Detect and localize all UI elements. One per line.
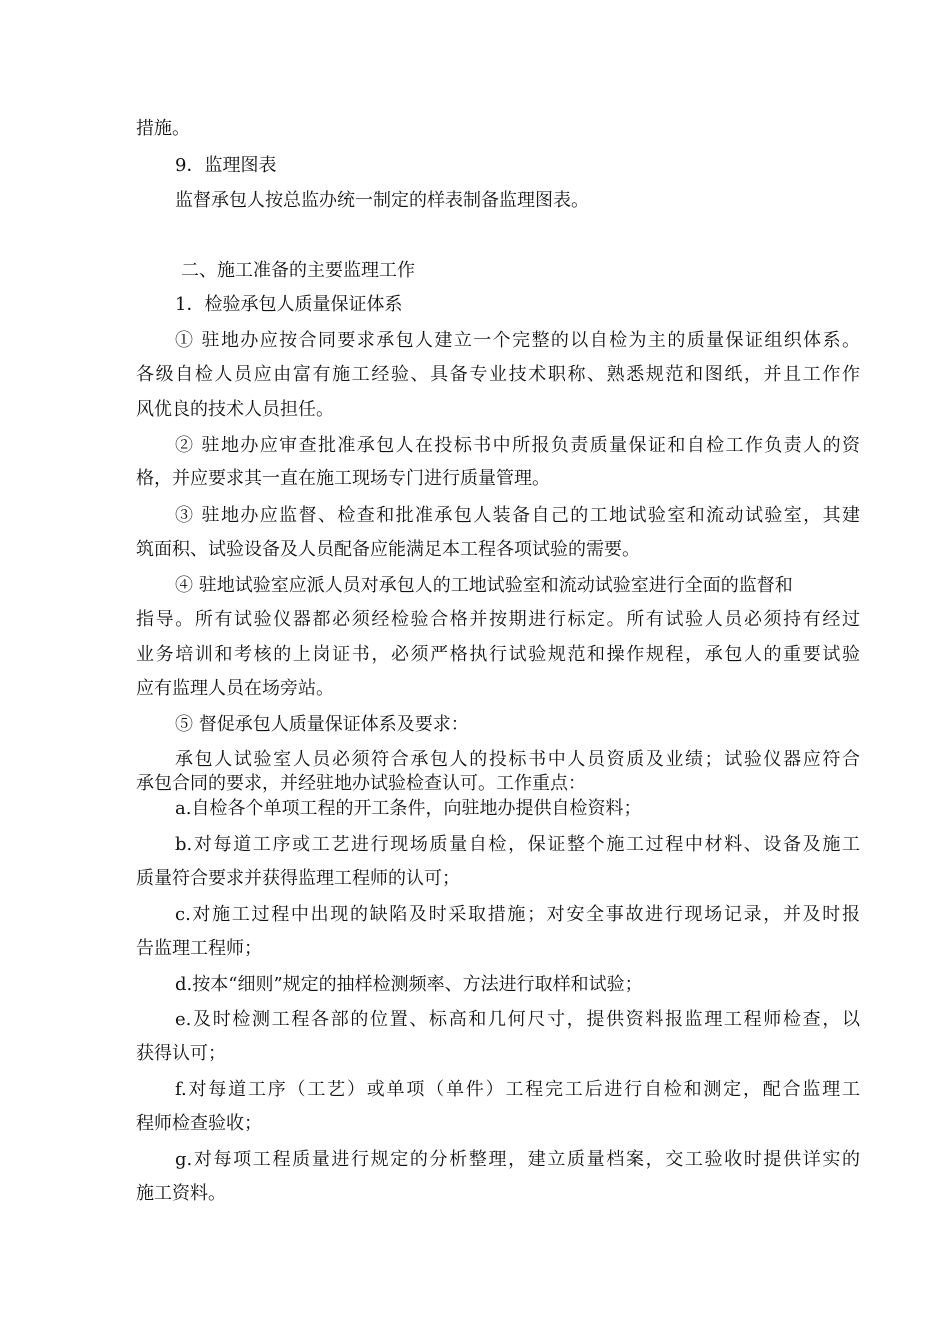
text-line: 各级自检人员应由富有施工经验、具备专业技术职称、熟悉规范和图纸，并且工作作 (136, 364, 860, 385)
text-line: 监督承包人按总监办统一制定的样表制备监理图表。 (175, 190, 589, 211)
list-item: a.自检各个单项工程的开工条件，向驻地办提供自检资料； (175, 798, 642, 819)
text-line: 获得认可； (136, 1043, 226, 1064)
text-line: 程师检查验收； (136, 1113, 262, 1134)
list-item: g.对每项工程质量进行规定的分析整理，建立质量档案，交工验收时提供详实的 (175, 1149, 860, 1170)
chapter-heading: 二、施工准备的主要监理工作 (181, 260, 415, 281)
text-line: 承包合同的要求，并经驻地办试验检查认可。工作重点： (136, 773, 586, 794)
section-heading: 1．检验承包人质量保证体系 (175, 294, 403, 315)
text-line: 施工资料。 (136, 1183, 226, 1204)
text-line: 业务培训和考核的上岗证书，必须严格执行试验规范和操作规程，承包人的重要试验 (136, 644, 860, 665)
list-item: e.及时检测工程各部的位置、标高和几何尺寸，提供资料报监理工程师检查，以 (175, 1009, 860, 1030)
text-line: 格，并应要求其一直在施工现场专门进行质量管理。 (136, 468, 550, 489)
list-item: c.对施工过程中出现的缺陷及时采取措施；对安全事故进行现场记录，并及时报 (175, 904, 860, 925)
text-line: 告监理工程师； (136, 938, 262, 959)
text-line: 筑面积、试验设备及人员配备应能满足本工程各项试验的需要。 (136, 539, 640, 560)
text-line: 质量符合要求并获得监理工程师的认可； (136, 868, 460, 889)
section-heading: 9．监理图表 (175, 155, 277, 176)
text-line: ⑤ 督促承包人质量保证体系及要求： (175, 714, 469, 735)
text-line: 承包人试验室人员必须符合承包人的投标书中人员资质及业绩；试验仪器应符合 (175, 749, 860, 770)
text-line: ② 驻地办应审查批准承包人在投标书中所报负责质量保证和自检工作负责人的资 (175, 435, 860, 456)
text-line: 措施。 (136, 118, 190, 139)
list-item: f.对每道工序（工艺）或单项（单件）工程完工后进行自检和测定，配合监理工 (175, 1079, 860, 1100)
text-line: ① 驻地办应按合同要求承包人建立一个完整的以自检为主的质量保证组织体系。 (175, 330, 860, 351)
list-item: d.按本“细则”规定的抽样检测频率、方法进行取样和试验； (175, 974, 643, 995)
text-line: 风优良的技术人员担任。 (136, 399, 334, 420)
list-item: b.对每道工序或工艺进行现场质量自检，保证整个施工过程中材料、设备及施工 (175, 834, 860, 855)
text-line: ④ 驻地试验室应派人员对承包人的工地试验室和流动试验室进行全面的监督和 (175, 575, 793, 596)
text-line: 指导。所有试验仪器都必须经检验合格并按期进行标定。所有试验人员必须持有经过 (136, 609, 860, 630)
text-line: ③ 驻地办应监督、检查和批准承包人装备自己的工地试验室和流动试验室，其建 (175, 505, 860, 526)
text-line: 应有监理人员在场旁站。 (136, 678, 334, 699)
